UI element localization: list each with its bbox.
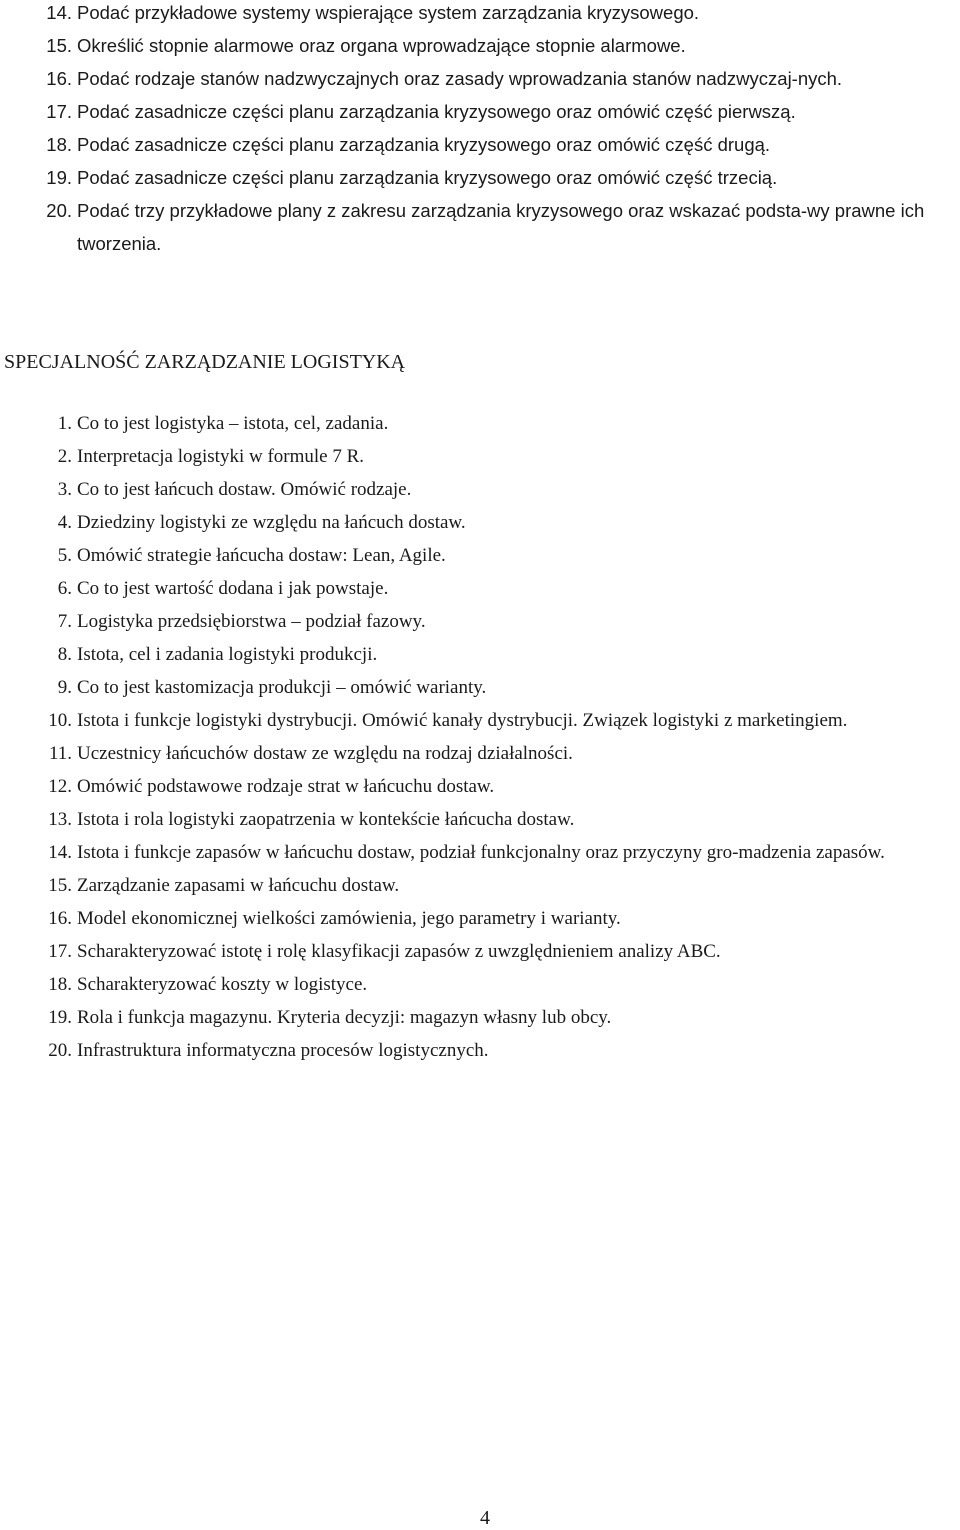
item-text: Co to jest łańcuch dostaw. Omówić rodzaje.: [77, 479, 412, 500]
list-item: [0, 968, 960, 1001]
item-text: Zarządzanie zapasami w łańcuchu dostaw.: [77, 875, 400, 896]
item-number: 15.: [48, 875, 72, 896]
list-item: [0, 62, 960, 95]
item-number: 8.: [57, 644, 72, 665]
item-number: 1.: [57, 413, 72, 434]
item-text: Podać zasadnicze części planu zarządzania kryzysowego oraz omówić część drugą.: [77, 134, 771, 155]
item-text: Podać przykładowe systemy wspierające system zarządzania kryzysowego.: [77, 2, 700, 23]
item-text: Scharakteryzować istotę i rolę klasyfikacji zapasów z uwzględnieniem analizy ABC.: [77, 941, 721, 962]
section-heading: SPECJALNOŚĆ ZARZĄDZANIE LOGISTYKĄ: [4, 351, 406, 373]
list-item: [0, 605, 960, 638]
page-number: 4: [480, 1507, 490, 1529]
list-item: [0, 671, 960, 704]
item-text: Podać zasadnicze części planu zarządzania kryzysowego oraz omówić część trzecią.: [77, 167, 778, 188]
item-number: 15.: [46, 35, 72, 56]
list-item: [0, 737, 960, 770]
list-item: [0, 836, 960, 869]
list-item: [0, 704, 960, 737]
list-item: [0, 572, 960, 605]
list-item: [0, 128, 960, 161]
item-number: 20.: [46, 200, 72, 221]
item-text: Podać trzy przykładowe plany z zakresu zarządzania kryzysowego oraz wskazać podsta-wy prawne ich tworzenia.: [77, 200, 925, 254]
item-number: 18.: [46, 134, 72, 155]
crisis-management-question-list: [0, 0, 960, 260]
item-number: 13.: [48, 809, 72, 830]
item-number: 16.: [46, 68, 72, 89]
item-number: 14.: [48, 842, 72, 863]
logistics-question-list: [0, 407, 960, 1067]
list-item: [0, 539, 960, 572]
list-item: [0, 902, 960, 935]
list-item: [0, 29, 960, 62]
list-item: [0, 869, 960, 902]
item-text: Omówić podstawowe rodzaje strat w łańcuchu dostaw.: [77, 776, 495, 797]
item-number: 18.: [48, 974, 72, 995]
list-item: [0, 194, 960, 260]
list-item: [0, 506, 960, 539]
item-number: 20.: [48, 1040, 72, 1061]
item-text: Co to jest kastomizacja produkcji – omówić warianty.: [77, 677, 487, 698]
item-number: 14.: [46, 2, 72, 23]
item-text: Istota i rola logistyki zaopatrzenia w kontekście łańcucha dostaw.: [77, 809, 575, 830]
item-text: Co to jest wartość dodana i jak powstaje.: [77, 578, 389, 599]
item-number: 19.: [48, 1007, 72, 1028]
item-text: Istota i funkcje logistyki dystrybucji. Omówić kanały dystrybucji. Związek logistyki z marketingiem.: [77, 710, 848, 731]
list-item: [0, 473, 960, 506]
item-text: Podać rodzaje stanów nadzwyczajnych oraz zasady wprowadzania stanów nadzwyczaj-nych.: [77, 68, 843, 89]
item-number: 9.: [57, 677, 72, 698]
item-number: 4.: [57, 512, 72, 533]
item-number: 11.: [48, 743, 72, 764]
item-number: 19.: [46, 167, 72, 188]
item-text: Logistyka przedsiębiorstwa – podział fazowy.: [77, 611, 426, 632]
item-text: Omówić strategie łańcucha dostaw: Lean, Agile.: [77, 545, 446, 566]
item-text: Uczestnicy łańcuchów dostaw ze względu na rodzaj działalności.: [77, 743, 573, 764]
list-item: [0, 407, 960, 440]
item-number: 2.: [57, 446, 72, 467]
item-text: Interpretacja logistyki w formule 7 R.: [77, 446, 365, 467]
item-text: Model ekonomicznej wielkości zamówienia, jego parametry i warianty.: [77, 908, 621, 929]
item-number: 5.: [57, 545, 72, 566]
list-item: [0, 95, 960, 128]
item-text: Podać zasadnicze części planu zarządzania kryzysowego oraz omówić część pierwszą.: [77, 101, 796, 122]
list-item: [0, 161, 960, 194]
item-number: 7.: [57, 611, 72, 632]
item-text: Rola i funkcja magazynu. Kryteria decyzji: magazyn własny lub obcy.: [77, 1007, 612, 1028]
item-text: Infrastruktura informatyczna procesów logistycznych.: [77, 1040, 489, 1061]
item-text: Co to jest logistyka – istota, cel, zadania.: [77, 413, 389, 434]
item-number: 17.: [48, 941, 72, 962]
list-item: [0, 638, 960, 671]
list-item: [0, 770, 960, 803]
item-text: Scharakteryzować koszty w logistyce.: [77, 974, 368, 995]
item-number: 3.: [57, 479, 72, 500]
item-number: 16.: [48, 908, 72, 929]
item-text: Określić stopnie alarmowe oraz organa wprowadzające stopnie alarmowe.: [77, 35, 686, 56]
item-text: Dziedziny logistyki ze względu na łańcuch dostaw.: [77, 512, 466, 533]
list-item: [0, 1001, 960, 1034]
list-item: [0, 440, 960, 473]
item-number: 17.: [46, 101, 72, 122]
list-item: [0, 1034, 960, 1067]
item-number: 12.: [48, 776, 72, 797]
list-item: [0, 935, 960, 968]
item-text: Istota, cel i zadania logistyki produkcji.: [77, 644, 378, 665]
list-item: [0, 0, 960, 29]
item-number: 10.: [48, 710, 72, 731]
item-text: Istota i funkcje zapasów w łańcuchu dostaw, podział funkcjonalny oraz przyczyny gro-madzenia zapasów.: [77, 842, 885, 863]
item-number: 6.: [57, 578, 72, 599]
list-item: [0, 803, 960, 836]
